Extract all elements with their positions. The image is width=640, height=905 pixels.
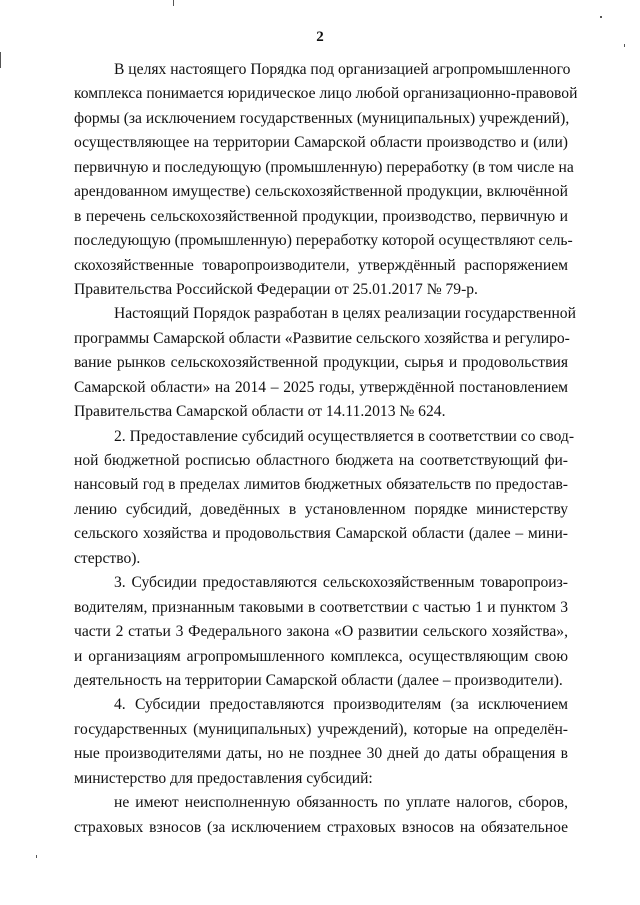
paragraph-line: комплекса понимается юридическое лицо любой организационно-правовой [74, 85, 578, 103]
paragraph-line: страховых взносов (за исключением страховых взносов на обязательное [74, 818, 568, 836]
paragraph-line: Правительства Российской Федерации от 25.01.2017 № 79-р. [74, 280, 478, 298]
paragraph-line: осуществляющее на территории Самарской области производство и (или) [74, 134, 568, 152]
paragraph-line: 4. Субсидии предоставляются производителям (за исключением [114, 696, 568, 714]
scan-mark [0, 52, 1, 68]
scan-mark [173, 0, 174, 6]
paragraph [74, 571, 568, 693]
paragraph-line: формы (за исключением государственных (муниципальных) учреждений), [74, 109, 570, 127]
paragraph [74, 693, 568, 791]
document-body [74, 58, 578, 840]
paragraph-line: ной бюджетной росписью областного бюджета на соответствующий фи- [74, 452, 568, 469]
paragraph [74, 791, 568, 840]
paragraph [74, 302, 576, 424]
scan-mark [624, 44, 625, 47]
paragraph-line: в перечень сельскохозяйственной продукции, производство, первичную и [74, 207, 568, 225]
paragraph-line: министерство для предоставления субсидий: [74, 769, 373, 787]
paragraph-line: стерство). [74, 549, 141, 567]
paragraph-line: первичную и последующую (промышленную) переработку (в том числе на [74, 158, 574, 176]
page-number: 2 [316, 29, 324, 45]
paragraph-line: Правительства Самарской области от 14.11.2013 № 624. [74, 403, 446, 421]
paragraph-line: последующую (промышленную) переработку которой осуществляют сель- [74, 232, 573, 250]
paragraph-line: 2. Предоставление субсидий осуществляется в соответствии со свод- [114, 427, 575, 445]
paragraph-line: водителям, признанным таковыми в соответствии с частью 1 и пунктом 3 [74, 598, 568, 616]
paragraph-line: нансовый год в пределах лимитов бюджетных обязательств по предостав- [74, 476, 568, 494]
paragraph-line: программы Самарской области «Развитие сельского хозяйства и регулиро- [74, 329, 570, 347]
paragraph-line: Настоящий Порядок разработан в целях реализации государственной [114, 305, 576, 323]
paragraph-line: сельского хозяйства и продовольствия Самарской области (далее – мини- [74, 525, 568, 543]
paragraph-line: деятельность на территории Самарской области (далее – производители). [74, 671, 563, 689]
paragraph-line: и организациям агропромышленного комплекса, осуществляющим свою [74, 647, 568, 665]
paragraph-line: 3. Субсидии предоставляются сельскохозяйственным товаропроиз- [114, 574, 568, 592]
paragraph-line: ные производителями даты, но не позднее 30 дней до даты обращения в [74, 745, 568, 763]
paragraph-line: Самарской области» на 2014 – 2025 годы, утверждённой постановлением [74, 378, 568, 396]
scan-mark [36, 855, 37, 858]
paragraph-line: вание рынков сельскохозяйственной продукции, сырья и продовольствия [74, 354, 568, 372]
paragraph-line: лению субсидий, доведённых в установленном порядке министерству [74, 500, 568, 518]
paragraph-line: скохозяйственные товаропроизводители, утверждённый распоряжением [74, 256, 568, 274]
scan-mark [600, 16, 602, 18]
paragraph-line: арендованном имуществе) сельскохозяйственной продукции, включённой [74, 183, 568, 201]
paragraph [74, 58, 578, 302]
paragraph-line: государственных (муниципальных) учреждений), которые на определён- [74, 720, 568, 738]
paragraph-line: части 2 статьи 3 Федерального закона «О развитии сельского хозяйства», [74, 623, 568, 641]
paragraph-line: не имеют неисполненную обязанность по уплате налогов, сборов, [114, 794, 568, 812]
paragraph-line: В целях настоящего Порядка под организацией агропромышленного [114, 61, 571, 78]
paragraph [74, 425, 575, 572]
